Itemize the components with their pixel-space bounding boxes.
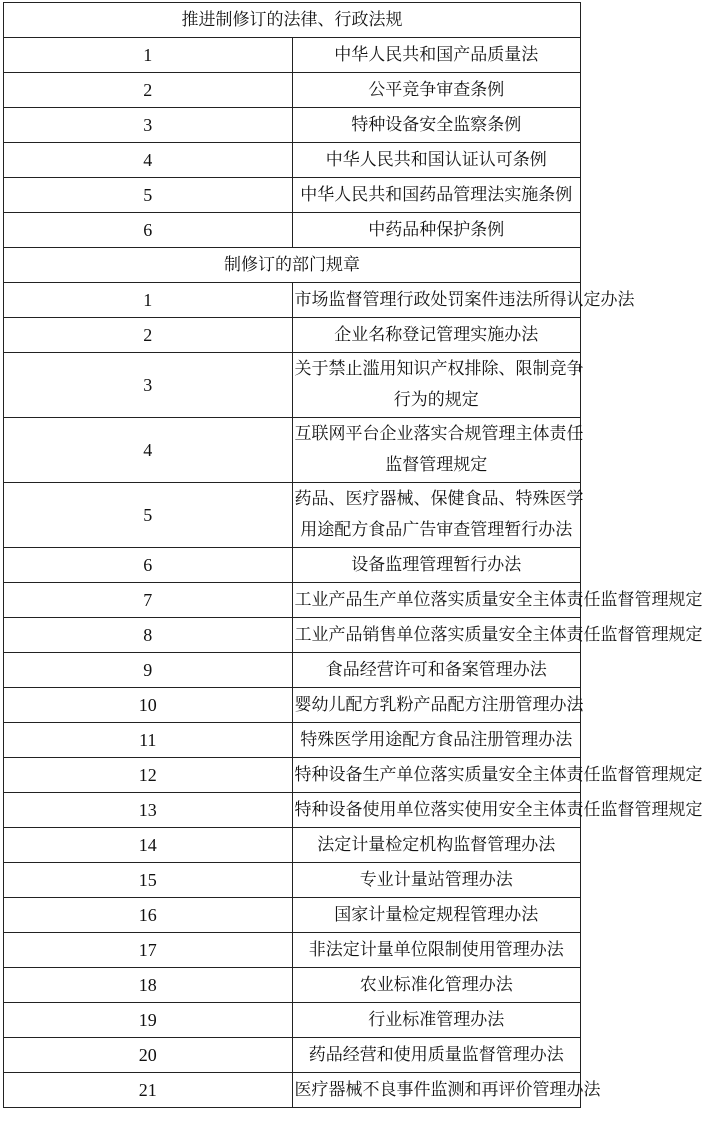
regulation-name-line: 特种设备使用单位落实使用安全主体责任监督管理规定: [294, 800, 703, 820]
regulation-table: [3, 2, 703, 1108]
regulation-name: [292, 108, 581, 143]
regulation-name-line: 特殊医学用途配方食品注册管理办法: [300, 730, 573, 750]
row-number: 3: [4, 353, 293, 418]
regulation-name: [292, 283, 635, 318]
regulation-name-line: 药品、医疗器械、保健食品、特殊医学: [294, 489, 584, 509]
regulation-name: [292, 618, 703, 653]
row-number: 12: [4, 758, 293, 793]
table-row: [4, 108, 581, 143]
regulation-name-line: 婴幼儿配方乳粉产品配方注册管理办法: [294, 695, 584, 715]
regulation-name: [292, 318, 581, 353]
table-row: [4, 73, 581, 108]
regulation-name-line: 用途配方食品广告审查管理暂行办法: [300, 520, 573, 540]
section-header: 推进制修订的法律、行政法规: [4, 3, 581, 38]
regulation-name-line: 医疗器械不良事件监测和再评价管理办法: [294, 1080, 601, 1100]
regulation-name-line: 特种设备生产单位落实质量安全主体责任监督管理规定: [294, 765, 703, 785]
table-row: [4, 1003, 581, 1038]
row-number: 16: [4, 898, 293, 933]
row-number: 2: [4, 318, 293, 353]
row-number: 11: [4, 723, 293, 758]
table-row: [4, 828, 581, 863]
row-number: 5: [4, 483, 293, 548]
regulation-name-line: 互联网平台企业落实合规管理主体责任: [294, 424, 584, 444]
regulation-table-body: [4, 3, 703, 1108]
row-number: 2: [4, 73, 293, 108]
regulation-name: [292, 418, 584, 483]
regulation-name: [292, 898, 581, 933]
row-number: 6: [4, 548, 293, 583]
row-number: 6: [4, 213, 293, 248]
row-number: 3: [4, 108, 293, 143]
table-row: [4, 213, 581, 248]
regulation-name-line: 专业计量站管理办法: [359, 870, 513, 890]
regulation-name: [292, 583, 703, 618]
regulation-name: [292, 688, 584, 723]
regulation-name-line: 行为的规定: [393, 390, 479, 410]
regulation-name-line: 中华人民共和国药品管理法实施条例: [300, 185, 573, 205]
row-number: 5: [4, 178, 293, 213]
regulation-name: [292, 213, 581, 248]
regulation-name-line: 法定计量检定机构监督管理办法: [317, 835, 556, 855]
table-row: [4, 283, 581, 318]
regulation-name-line: 关于禁止滥用知识产权排除、限制竞争: [294, 359, 584, 379]
regulation-name: [292, 143, 581, 178]
table-row: [4, 758, 581, 793]
regulation-name: [292, 968, 581, 1003]
regulation-name: [292, 178, 581, 213]
section-header: 制修订的部门规章: [4, 248, 581, 283]
regulation-name-line: 监督管理规定: [385, 455, 488, 475]
regulation-name: [292, 38, 581, 73]
regulation-name-line: 食品经营许可和备案管理办法: [325, 660, 547, 680]
row-number: 19: [4, 1003, 293, 1038]
row-number: 4: [4, 418, 293, 483]
regulation-name: [292, 723, 581, 758]
table-row: [4, 723, 581, 758]
regulation-name-line: 中华人民共和国认证认可条例: [325, 150, 547, 170]
table-row: [4, 548, 581, 583]
table-row: [4, 1073, 581, 1108]
row-number: 8: [4, 618, 293, 653]
table-row: [4, 1038, 581, 1073]
table-row: [4, 583, 581, 618]
table-row: [4, 688, 581, 723]
regulation-name-line: 市场监督管理行政处罚案件违法所得认定办法: [294, 290, 635, 310]
table-row: [4, 143, 581, 178]
table-row: [4, 353, 581, 418]
row-number: 14: [4, 828, 293, 863]
regulation-name: [292, 548, 581, 583]
regulation-name: [292, 933, 581, 968]
regulation-name: [292, 828, 581, 863]
section-header-row: [4, 3, 581, 38]
section-header-row: [4, 248, 581, 283]
regulation-name-line: 中华人民共和国产品质量法: [334, 45, 539, 65]
table-row: [4, 653, 581, 688]
row-number: 9: [4, 653, 293, 688]
row-number: 18: [4, 968, 293, 1003]
regulation-name: [292, 1038, 581, 1073]
row-number: 21: [4, 1073, 293, 1108]
table-row: [4, 898, 581, 933]
regulation-name-line: 工业产品销售单位落实质量安全主体责任监督管理规定: [294, 625, 703, 645]
regulation-name: [292, 653, 581, 688]
regulation-name-line: 工业产品生产单位落实质量安全主体责任监督管理规定: [294, 590, 703, 610]
regulation-name: [292, 73, 581, 108]
regulation-name: [292, 1073, 601, 1108]
row-number: 10: [4, 688, 293, 723]
table-row: [4, 968, 581, 1003]
regulation-name-line: 企业名称登记管理实施办法: [334, 325, 539, 345]
row-number: 13: [4, 793, 293, 828]
table-row: [4, 933, 581, 968]
table-row: [4, 418, 581, 483]
regulation-name-line: 行业标准管理办法: [368, 1010, 505, 1030]
row-number: 15: [4, 863, 293, 898]
regulation-name-line: 特种设备安全监察条例: [351, 115, 522, 135]
regulation-name: [292, 353, 584, 418]
row-number: 1: [4, 283, 293, 318]
table-row: [4, 38, 581, 73]
regulation-name: [292, 863, 581, 898]
regulation-name-line: 国家计量检定规程管理办法: [334, 905, 539, 925]
row-number: 20: [4, 1038, 293, 1073]
table-row: [4, 483, 581, 548]
table-row: [4, 178, 581, 213]
table-row: [4, 318, 581, 353]
row-number: 17: [4, 933, 293, 968]
row-number: 7: [4, 583, 293, 618]
regulation-name-line: 非法定计量单位限制使用管理办法: [308, 940, 564, 960]
table-row: [4, 793, 581, 828]
row-number: 4: [4, 143, 293, 178]
table-row: [4, 863, 581, 898]
table-row: [4, 618, 581, 653]
row-number: 1: [4, 38, 293, 73]
regulation-name-line: 农业标准化管理办法: [359, 975, 513, 995]
regulation-name: [292, 793, 703, 828]
regulation-name-line: 中药品种保护条例: [368, 220, 505, 240]
regulation-name: [292, 758, 703, 793]
regulation-name-line: 公平竞争审查条例: [368, 80, 505, 100]
regulation-name-line: 设备监理管理暂行办法: [351, 555, 522, 575]
regulation-name-line: 药品经营和使用质量监督管理办法: [308, 1045, 564, 1065]
regulation-name: [292, 1003, 581, 1038]
regulation-name: [292, 483, 584, 548]
